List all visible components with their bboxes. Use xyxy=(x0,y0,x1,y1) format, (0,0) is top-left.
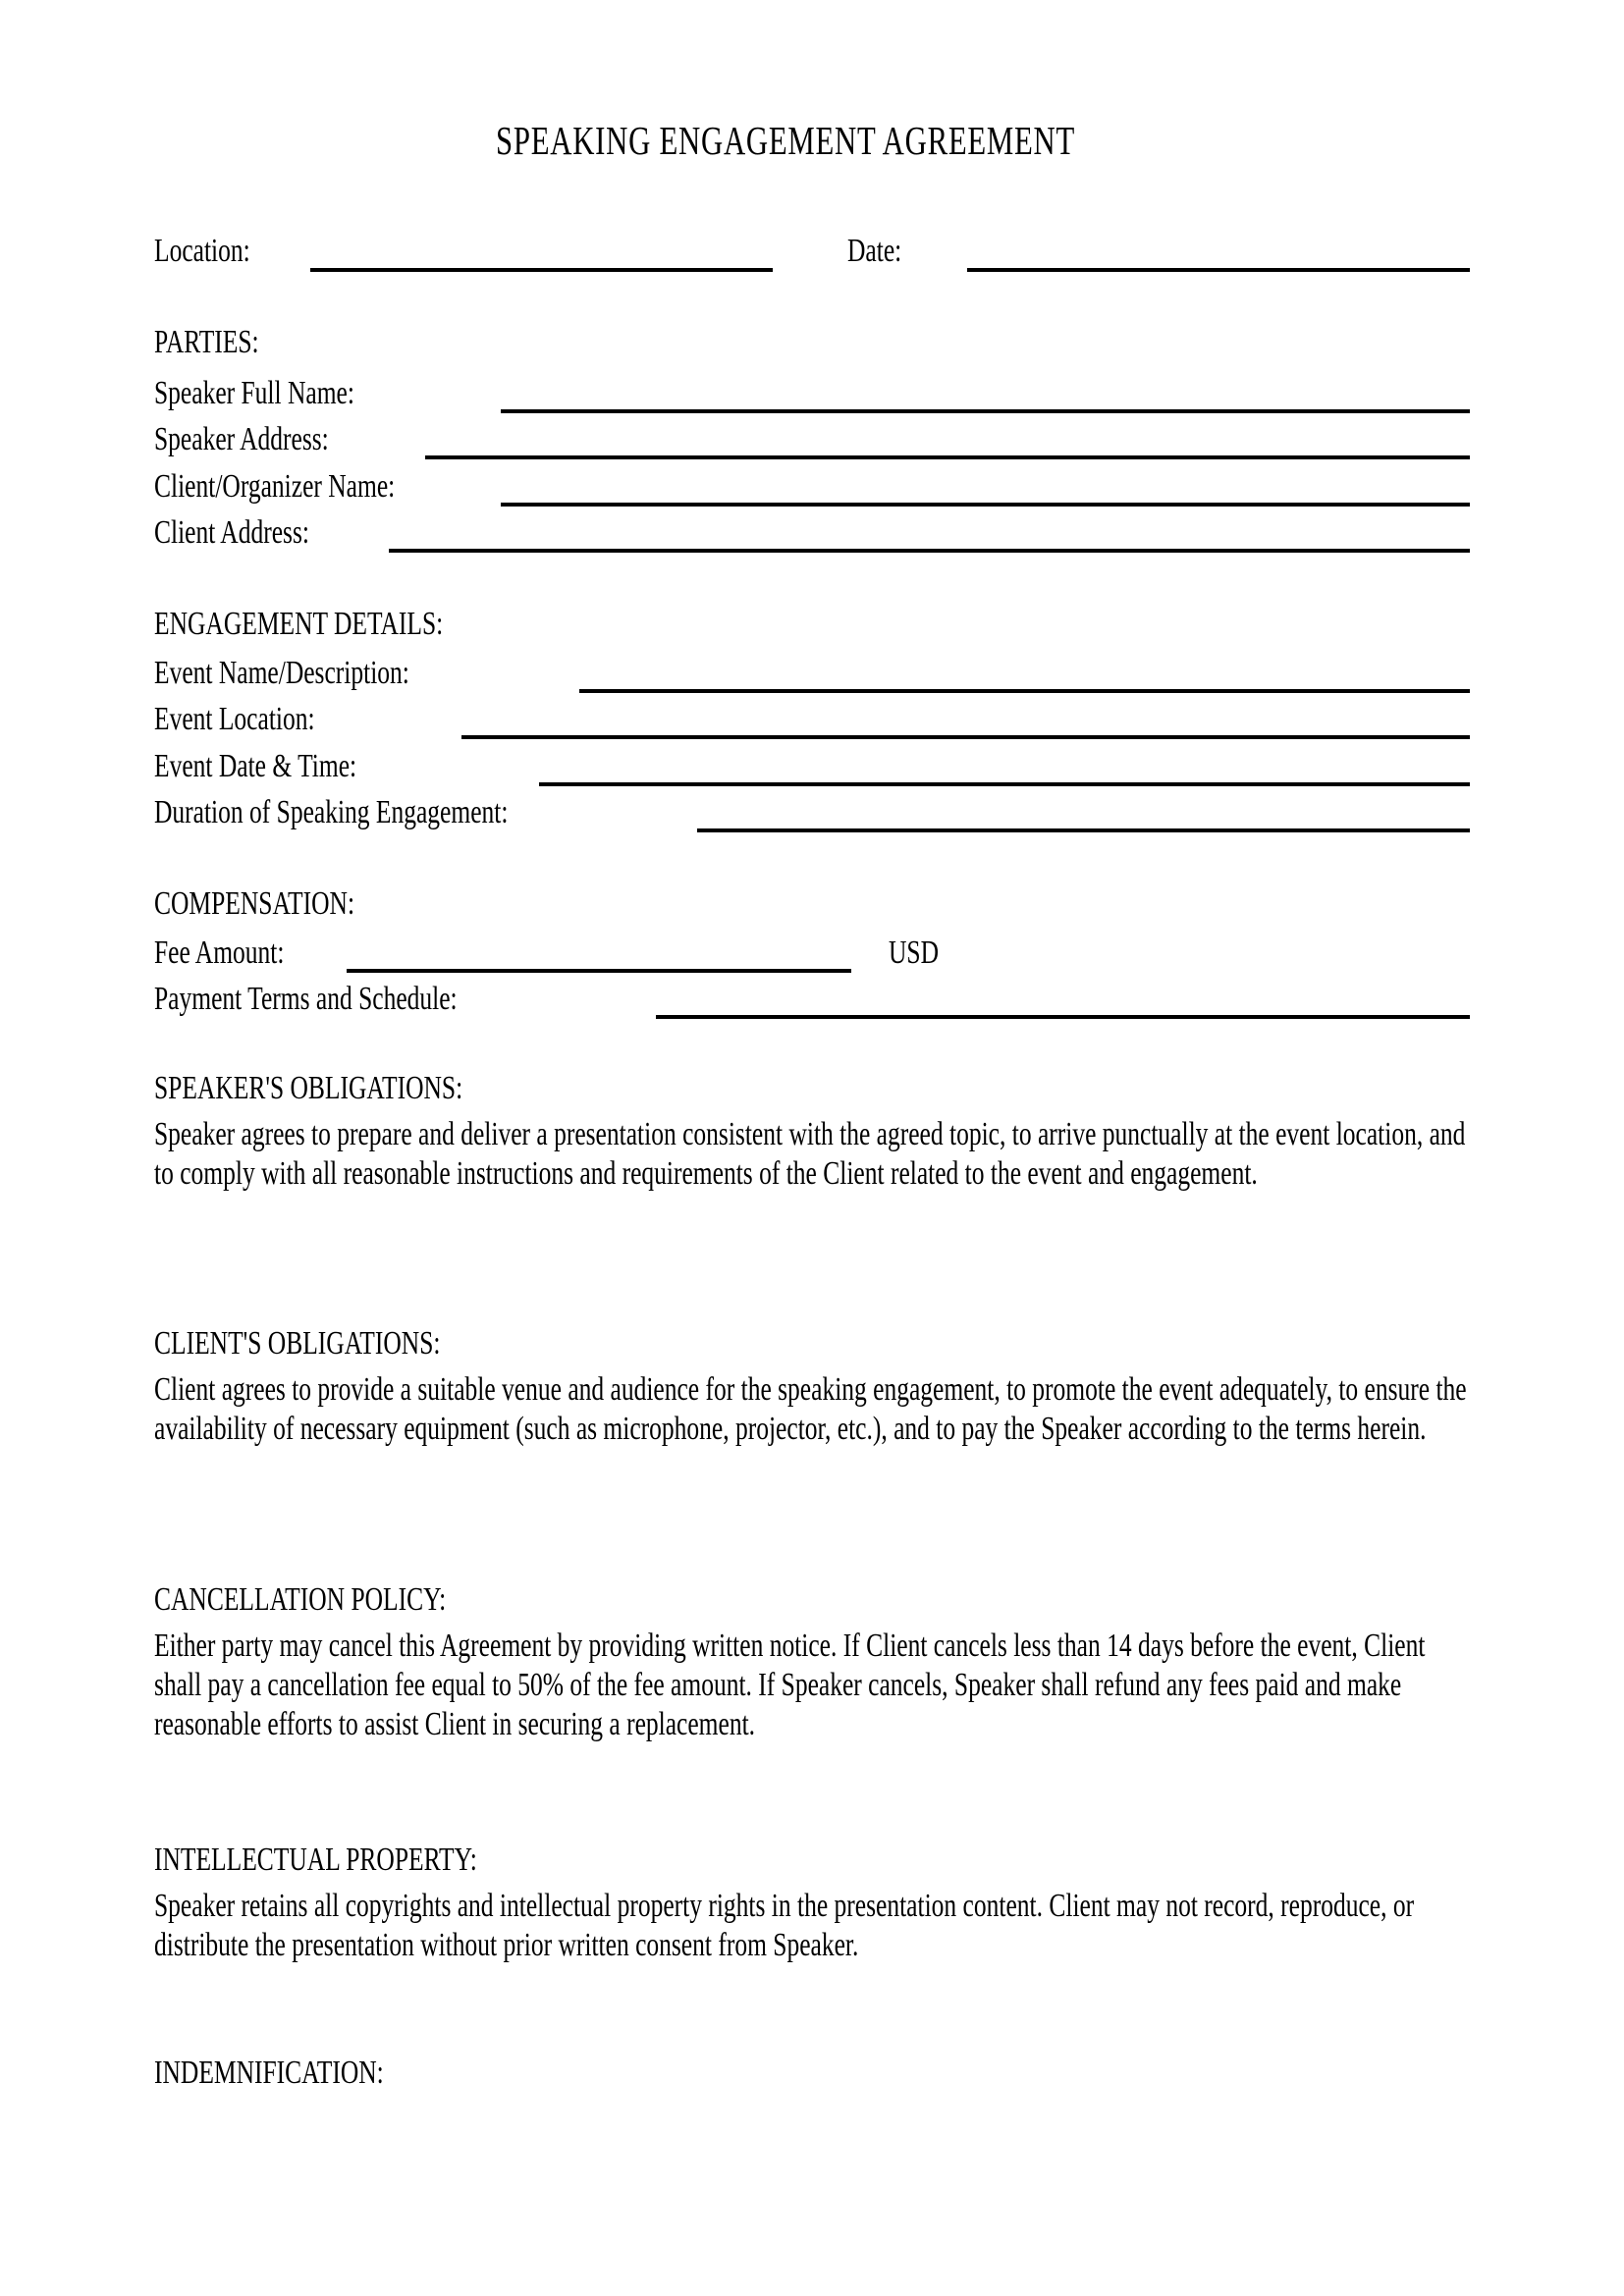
event-location-label: Event Location: xyxy=(154,701,315,737)
event-datetime-label: Event Date & Time: xyxy=(154,748,357,784)
speaker-address-input-line[interactable] xyxy=(425,455,1470,459)
intellectual-property-heading: INTELLECTUAL PROPERTY: xyxy=(154,1842,477,1878)
duration-input-line[interactable] xyxy=(697,828,1470,832)
engagement-details-heading: ENGAGEMENT DETAILS: xyxy=(154,606,444,642)
client-name-input-line[interactable] xyxy=(501,503,1470,507)
location-label: Location: xyxy=(154,233,250,269)
date-label: Date: xyxy=(847,233,902,269)
speaker-name-input-line[interactable] xyxy=(501,409,1470,413)
parties-heading: PARTIES: xyxy=(154,324,259,360)
indemnification-heading: INDEMNIFICATION: xyxy=(154,2055,384,2091)
client-address-input-line[interactable] xyxy=(389,549,1470,553)
cancellation-policy-heading: CANCELLATION POLICY: xyxy=(154,1581,447,1618)
page-title: SPEAKING ENGAGEMENT AGREEMENT xyxy=(496,118,1076,163)
payment-terms-label: Payment Terms and Schedule: xyxy=(154,981,458,1017)
speaker-address-label: Speaker Address: xyxy=(154,421,329,457)
fee-amount-label: Fee Amount: xyxy=(154,934,285,971)
intellectual-property-paragraph: Speaker retains all copyrights and intellectual property rights in the presentation content. Client may not record, reproduce, or distribute the presentation without prior written consent from Speaker. xyxy=(154,1888,1415,1963)
event-location-input-line[interactable] xyxy=(461,735,1470,739)
event-name-label: Event Name/Description: xyxy=(154,655,409,691)
duration-label: Duration of Speaking Engagement: xyxy=(154,794,509,830)
client-name-label: Client/Organizer Name: xyxy=(154,468,396,505)
client-obligations-paragraph: Client agrees to provide a suitable venue and audience for the speaking engagement, to promote the event adequately, to ensure the availability of necessary equipment (such as microphone, projector, etc.), and to pay the Speaker according to the terms herein. xyxy=(154,1371,1467,1447)
speaker-name-label: Speaker Full Name: xyxy=(154,375,354,411)
client-address-label: Client Address: xyxy=(154,514,309,551)
event-name-input-line[interactable] xyxy=(579,689,1470,693)
cancellation-policy-paragraph: Either party may cancel this Agreement by providing written notice. If Client cancels less than 14 days before the event, Client shall pay a cancellation fee equal to 50% of the fee amount. If Speaker cancels, Speaker shall refund any fees paid and make reasonable efforts to assist Client in securing a replacement. xyxy=(154,1628,1426,1742)
event-datetime-input-line[interactable] xyxy=(539,782,1470,786)
location-input-line[interactable] xyxy=(310,268,773,272)
payment-terms-input-line[interactable] xyxy=(656,1015,1470,1019)
currency-label: USD xyxy=(889,934,940,971)
speaker-obligations-heading: SPEAKER'S OBLIGATIONS: xyxy=(154,1070,463,1106)
client-obligations-heading: CLIENT'S OBLIGATIONS: xyxy=(154,1325,441,1362)
speaker-obligations-paragraph: Speaker agrees to prepare and deliver a presentation consistent with the agreed topic, to arrive punctually at the event location, and to comply with all reasonable instructions and requirements of the Client related to the event and engagement. xyxy=(154,1116,1466,1192)
date-input-line[interactable] xyxy=(967,268,1470,272)
fee-amount-input-line[interactable] xyxy=(347,969,851,973)
compensation-heading: COMPENSATION: xyxy=(154,885,355,922)
